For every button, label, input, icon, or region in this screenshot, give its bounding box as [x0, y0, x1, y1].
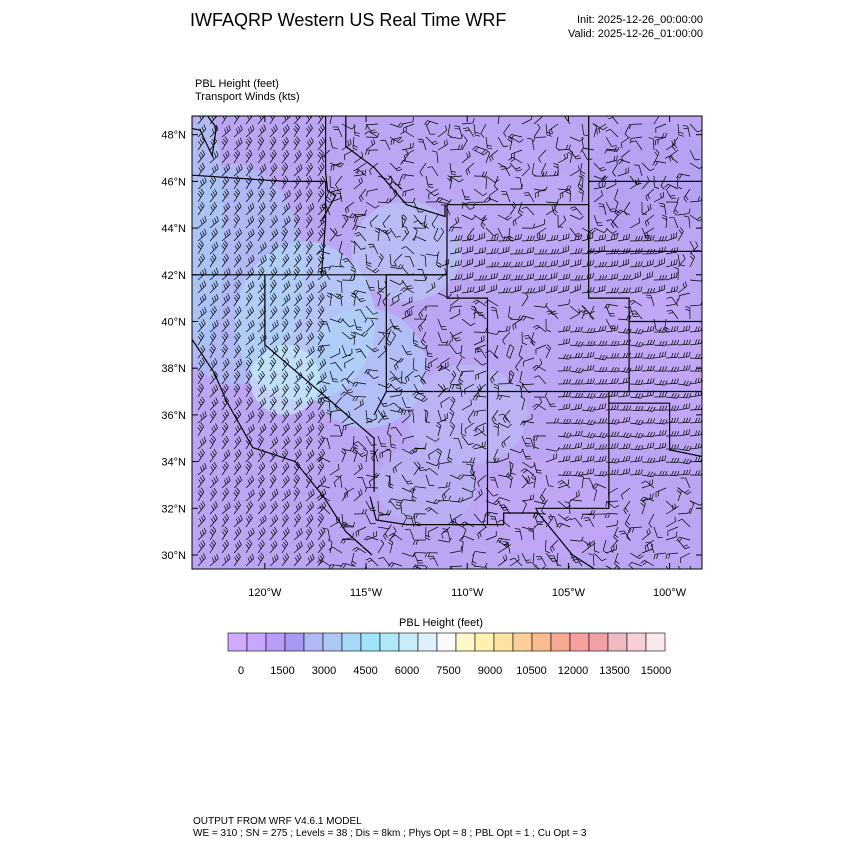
valid-time-label: Valid: 2025-12-26_01:00:00 [568, 28, 703, 40]
colorbar-box [570, 633, 589, 651]
lat-tick-label: 36°N [161, 409, 186, 422]
lon-tick-label: 115°W [349, 587, 383, 599]
colorbar-box [285, 633, 304, 651]
init-time-label: Init: 2025-12-26_00:00:00 [577, 14, 703, 26]
lat-tick-label: 30°N [161, 549, 186, 562]
colorbar-box [589, 633, 608, 651]
colorbar-title: PBL Height (feet) [399, 617, 483, 629]
colorbar-tick-label: 0 [237, 665, 245, 677]
colorbar-box [418, 633, 437, 651]
colorbar-box [608, 633, 627, 651]
field-name-label: PBL Height (feet) [195, 78, 279, 90]
colorbar-box [646, 633, 665, 651]
colorbar-box [551, 633, 570, 651]
colorbar-tick-label: 6000 [394, 665, 420, 677]
colorbar-tick-label: 3000 [311, 665, 337, 677]
model-options-footer: WE = 310 ; SN = 275 ; Levels = 38 ; Dis = 8km ; Phys Opt = 8 ; PBL Opt = 1 ; Cu Opt = 3 [193, 828, 587, 839]
lat-tick-label: 48°N [161, 129, 186, 142]
colorbar-tick-label: 9000 [477, 665, 503, 677]
pbl-region [184, 108, 224, 348]
colorbar-box [399, 633, 418, 651]
wind-field-label: Transport Winds (kts) [195, 91, 300, 103]
colorbar-tick-labels [238, 665, 671, 677]
lat-tick-label: 40°N [161, 316, 186, 329]
colorbar-box [494, 633, 513, 651]
colorbar-box [437, 633, 456, 651]
colorbar-box [266, 633, 285, 651]
lon-tick-label: 120°W [248, 587, 282, 599]
plot-title: IWFAQRP Western US Real Time WRF [190, 10, 507, 30]
colorbar-boxes [228, 633, 665, 651]
colorbar-tick-label: 1500 [270, 665, 295, 677]
colorbar-box [380, 633, 399, 651]
colorbar-box [304, 633, 323, 651]
colorbar [228, 617, 671, 677]
lat-tick-label: 46°N [161, 176, 186, 189]
colorbar-tick-label: 10500 [516, 665, 547, 677]
colorbar-box [475, 633, 494, 651]
colorbar-box [627, 633, 646, 651]
pbl-region [589, 288, 709, 448]
lon-tick-label: 110°W [451, 587, 484, 599]
colorbar-box [361, 633, 380, 651]
lat-tick-label: 32°N [161, 503, 186, 516]
lon-tick-label: 100°W [653, 587, 687, 599]
lat-tick-label: 34°N [161, 456, 186, 469]
colorbar-box [513, 633, 532, 651]
colorbar-tick-label: 7500 [436, 665, 461, 677]
lat-tick-label: 38°N [161, 363, 186, 376]
map-panel [165, 108, 771, 580]
colorbar-box [323, 633, 342, 651]
colorbar-tick-label: 13500 [599, 665, 630, 677]
lat-tick-label: 44°N [161, 223, 186, 236]
colorbar-box [456, 633, 475, 651]
colorbar-box [532, 633, 551, 651]
colorbar-box [247, 633, 266, 651]
colorbar-box [342, 633, 361, 651]
lat-tick-label: 42°N [161, 269, 186, 282]
colorbar-box [228, 633, 247, 651]
colorbar-tick-label: 4500 [353, 665, 378, 677]
colorbar-tick-label: 15000 [640, 665, 672, 677]
colorbar-tick-label: 12000 [557, 665, 589, 677]
lon-tick-label: 105°W [551, 587, 585, 599]
model-footer: OUTPUT FROM WRF V4.6.1 MODEL [193, 816, 362, 827]
